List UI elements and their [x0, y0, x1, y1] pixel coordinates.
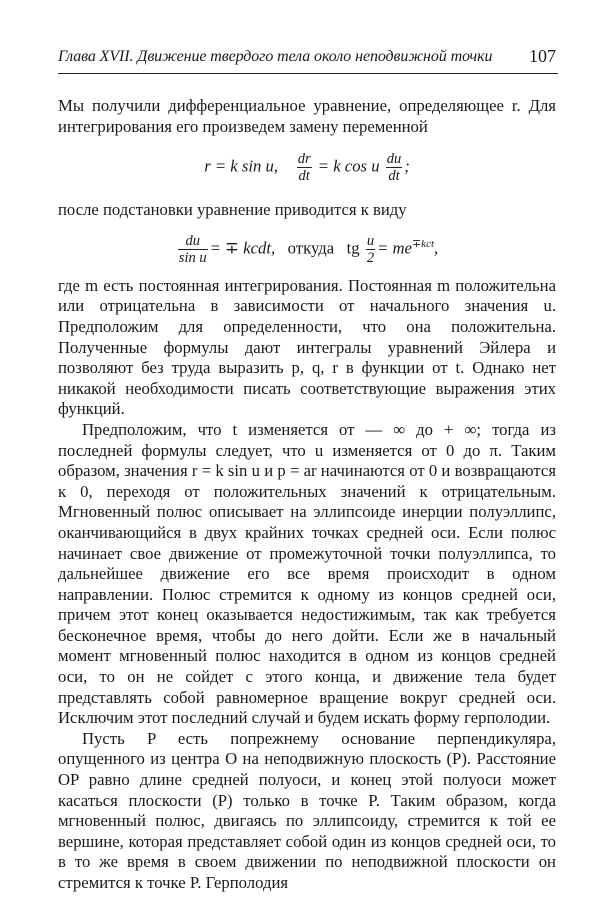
equation-substitution — [58, 151, 556, 184]
eq1-rhs-num: du — [386, 151, 402, 168]
eq1-derivative — [297, 151, 312, 184]
paragraph-5: Пусть P есть попрежнему основание перпендикуляра, опущенного из центра O на неподвижную плоскость (P). Расстояние OP равно длине средней полуоси, и конец этой полуоси может касаться плоскости (P) только в точке P. Таким образом, когда мгновенный полюс, двигаясь по эллипсоиду, стремится к той ее вершине, которая представляет собой один из концов средней оси, то в то же время в своем движении по неподвижной плоскости он стремится к точке P. Герполодия — [58, 728, 556, 892]
chapter-title: Глава XVII. Движение твердого тела около неподвижной точки — [58, 48, 493, 65]
paragraph-3: где m есть постоянная интегрирования. Постоянная m положительна или отрицательна в зависимости от начального значения u. Предположим для определенности, что она положительна. Полученные формулы дают интегралы уравнений Эйлера и позволяют без труда выразить p, q, r в функции от t. Однако нет никакой необходимости писать соответствующие выражения этих функций. — [58, 275, 556, 419]
paragraph-4: Предположим, что t изменяется от — ∞ до + ∞; тогда из последней формулы следует, что u изменяется от 0 до π. Таким образом, значения r = k sin u и p = ar начинаются от 0 и возвращаются к 0, переходя от положительных значений к отрицательным. Мгновенный полюс описывает на эллипсоиде инерции полуэллипс, оканчивающийся в двух крайних точках средней оси. Если полюс начинает свое движение от промежуточной точки полуэллипса, то дальнейшее движение его все время происходит в одном направлении. Полюс стремится к одному из концов средней оси, причем этот конец оказывается недостижимым, так как требуется бесконечное время, чтобы до него дойти. Если же в начальный момент мгновенный полюс находится в одном из концов средней оси, то он не сойдет с этого конца, и движение тела будет представлять собой равномерное вращение вокруг средней оси. Исключим этот последний случай и будем искать форму герполодии. — [58, 419, 556, 728]
eq2-mid: = ∓ kcdt, — [209, 238, 276, 258]
eq2-lhs-fraction — [178, 233, 208, 266]
eq2-rhs: = me — [377, 238, 412, 258]
equation-integral — [58, 233, 556, 266]
eq2-half-den: 2 — [366, 249, 375, 266]
running-header — [58, 46, 558, 74]
eq2-tg: tg — [346, 238, 360, 258]
eq1-end: ; — [404, 156, 410, 176]
eq2-text: откуда — [287, 238, 335, 258]
header-rule — [58, 73, 558, 74]
eq1-rhs-den: dt — [388, 168, 400, 185]
eq1-left: r = k sin u, — [204, 156, 279, 176]
eq1-deriv-den: dt — [298, 168, 310, 185]
eq2-lhs-den: sin u — [178, 249, 207, 266]
page-number: 107 — [529, 46, 556, 66]
paragraph-2: после подстановки уравнение приводится к виду — [58, 200, 407, 220]
eq2-exponent: ∓kct — [411, 237, 435, 250]
eq1-mid: = k cos u — [317, 156, 380, 176]
eq1-deriv-num: dr — [297, 151, 311, 168]
eq2-end: , — [434, 238, 439, 258]
page-body — [58, 96, 556, 894]
paragraph-1: Мы получили дифференциальное уравнение, определяющее r. Для интегрирования его произведем замену переменной — [58, 96, 556, 136]
eq2-half-fraction — [366, 233, 375, 266]
eq2-half-num: u — [366, 232, 375, 249]
eq1-rhs-fraction — [386, 151, 403, 184]
eq2-lhs-num: du — [178, 233, 208, 250]
